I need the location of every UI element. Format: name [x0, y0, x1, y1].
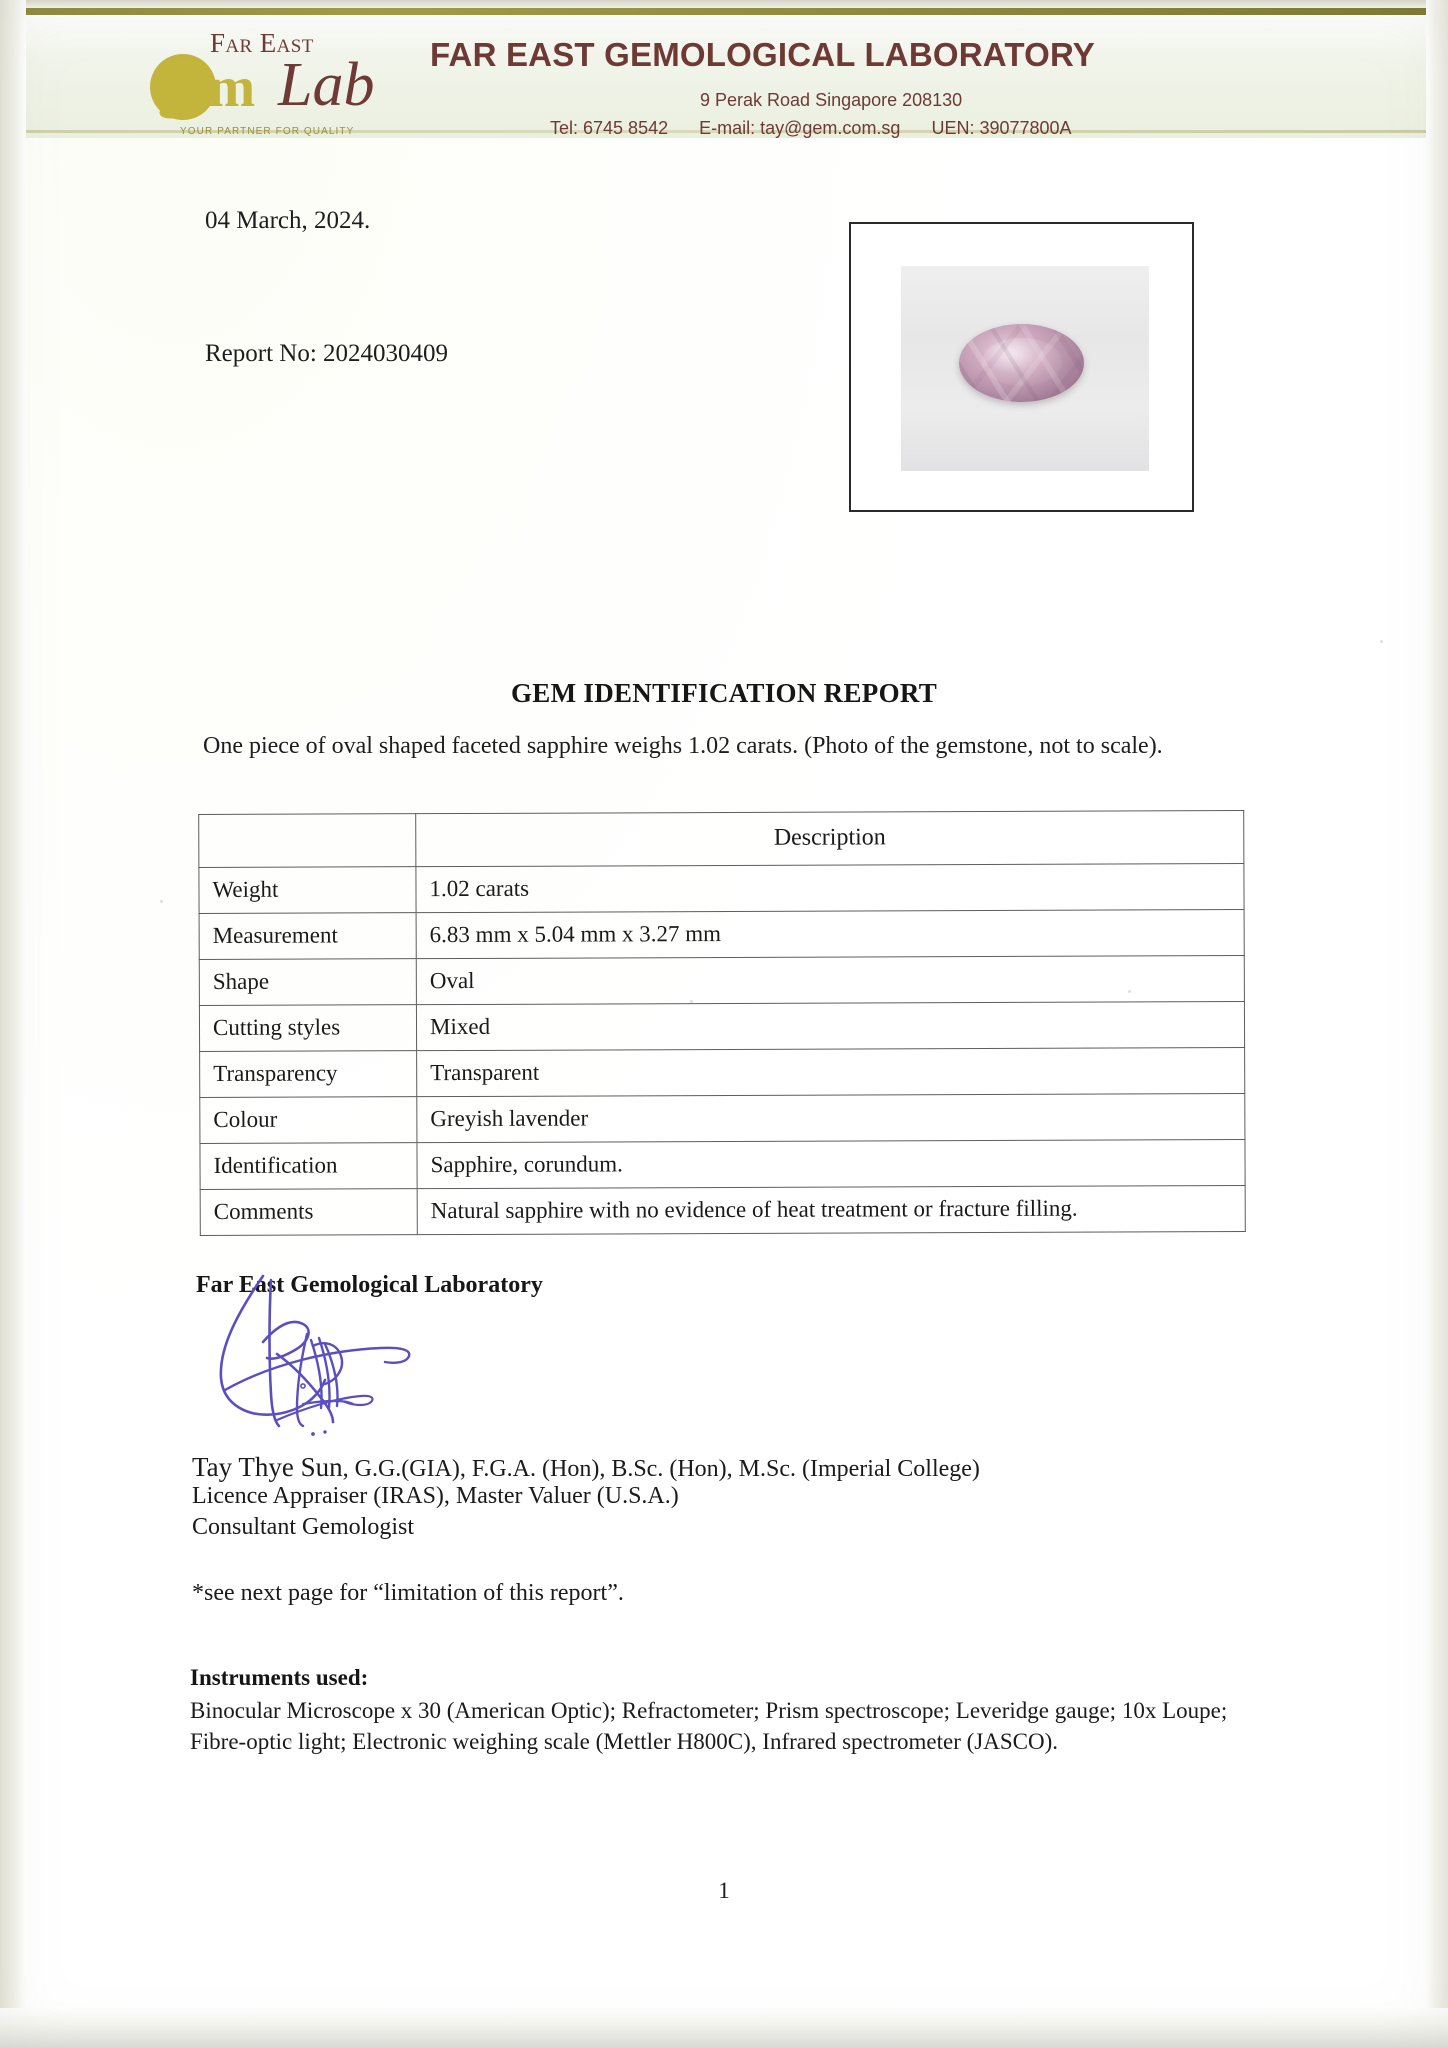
- scan-edge-right: [1426, 0, 1448, 2048]
- logo-gem-text: gem: [158, 56, 254, 119]
- table-header-row: [199, 810, 1244, 867]
- handwritten-signature: [185, 1268, 565, 1448]
- row-label-comments: Comments: [200, 1189, 417, 1236]
- gem-description-table: [198, 810, 1246, 1236]
- row-label-shape: Shape: [199, 959, 416, 1006]
- instruments-heading: Instruments used:: [190, 1665, 369, 1690]
- logo-lab-text: Lab: [278, 51, 375, 119]
- signer-line: [192, 1452, 980, 1483]
- row-label-colour: Colour: [200, 1097, 417, 1144]
- instruments-list: Binocular Microscope x 30 (American Optic); Refractometer; Prism spectroscope; Leveridge gauge; 10x Loupe; Fibre-optic light; Electronic weighing scale (Mettler H800C), Infrared spectrometer (JASCO).: [190, 1698, 1228, 1754]
- signer-role-line: Consultant Gemologist: [192, 1514, 414, 1540]
- gemstone-photo: [901, 266, 1149, 471]
- logo-tagline: YOUR PARTNER FOR QUALITY: [180, 126, 355, 137]
- table-row: [199, 1001, 1244, 1051]
- scan-speck: [1380, 640, 1383, 643]
- scan-speck: [690, 1000, 693, 1003]
- limitation-footnote: *see next page for “limitation of this report”.: [192, 1580, 624, 1606]
- gemstone-oval-image: [959, 324, 1084, 402]
- scan-edge-bottom: [0, 2008, 1448, 2048]
- row-value-weight: 1.02 carats: [416, 863, 1244, 912]
- lab-logo: [150, 26, 400, 137]
- row-value-identification: Sapphire, corundum.: [417, 1139, 1245, 1188]
- row-label-measurement: Measurement: [199, 913, 416, 960]
- row-value-shape: Oval: [416, 955, 1244, 1004]
- scan-edge-left: [0, 0, 26, 2048]
- row-label-identification: Identification: [200, 1143, 417, 1190]
- report-number: Report No: 2024030409: [205, 340, 449, 367]
- table-row: [199, 863, 1244, 913]
- logo-far-east-text: Far East: [210, 28, 314, 58]
- table-row: [200, 1185, 1245, 1235]
- row-label-transparency: Transparency: [200, 1051, 417, 1098]
- scan-speck: [1128, 990, 1131, 993]
- row-value-comments: Natural sapphire with no evidence of heat treatment or fracture filling.: [417, 1185, 1245, 1234]
- laboratory-uen: UEN: 39077800A: [931, 118, 1072, 138]
- report-intro-paragraph: One piece of oval shaped faceted sapphire weighs 1.02 carats. (Photo of the gemstone, not to scale).: [203, 733, 1163, 759]
- signer-name: Tay Thye Sun: [192, 1452, 343, 1482]
- report-date: 04 March, 2024.: [205, 207, 371, 234]
- row-label-weight: Weight: [199, 867, 416, 914]
- table-header-description: Description: [416, 810, 1244, 866]
- signer-credentials: , G.G.(GIA), F.G.A. (Hon), B.Sc. (Hon), M.Sc. (Imperial College): [342, 1456, 980, 1482]
- table-header-blank-cell: [199, 814, 416, 868]
- laboratory-contact-line: [550, 118, 1072, 139]
- letterhead-rule-top: [26, 8, 1426, 15]
- page-number: 1: [718, 1878, 730, 1903]
- table-row: [200, 1139, 1245, 1189]
- gemstone-photo-frame: [849, 222, 1194, 512]
- laboratory-email: E-mail: tay@gem.com.sg: [699, 118, 901, 138]
- scan-speck: [160, 900, 163, 903]
- row-value-colour: Greyish lavender: [417, 1093, 1245, 1142]
- page-title: GEM IDENTIFICATION REPORT: [510, 678, 938, 708]
- laboratory-telephone: Tel: 6745 8542: [550, 118, 669, 138]
- table-row: [200, 1093, 1245, 1143]
- table-row: [200, 1047, 1245, 1097]
- signer-licence-line: Licence Appraiser (IRAS), Master Valuer (U.S.A.): [192, 1483, 679, 1509]
- laboratory-name: FAR EAST GEMOLOGICAL LABORATORY: [430, 36, 1095, 73]
- row-value-cutting-styles: Mixed: [416, 1001, 1244, 1050]
- table-body: [199, 810, 1246, 1235]
- row-label-cutting-styles: Cutting styles: [199, 1005, 416, 1052]
- scan-speck: [288, 1740, 292, 1744]
- row-value-measurement: 6.83 mm x 5.04 mm x 3.27 mm: [416, 909, 1244, 958]
- row-value-transparency: Transparent: [417, 1047, 1245, 1096]
- laboratory-address: 9 Perak Road Singapore 208130: [700, 90, 963, 110]
- signature-lab-name: Far East Gemological Laboratory: [196, 1272, 543, 1298]
- table-row: [199, 955, 1244, 1005]
- table-row: [199, 909, 1244, 959]
